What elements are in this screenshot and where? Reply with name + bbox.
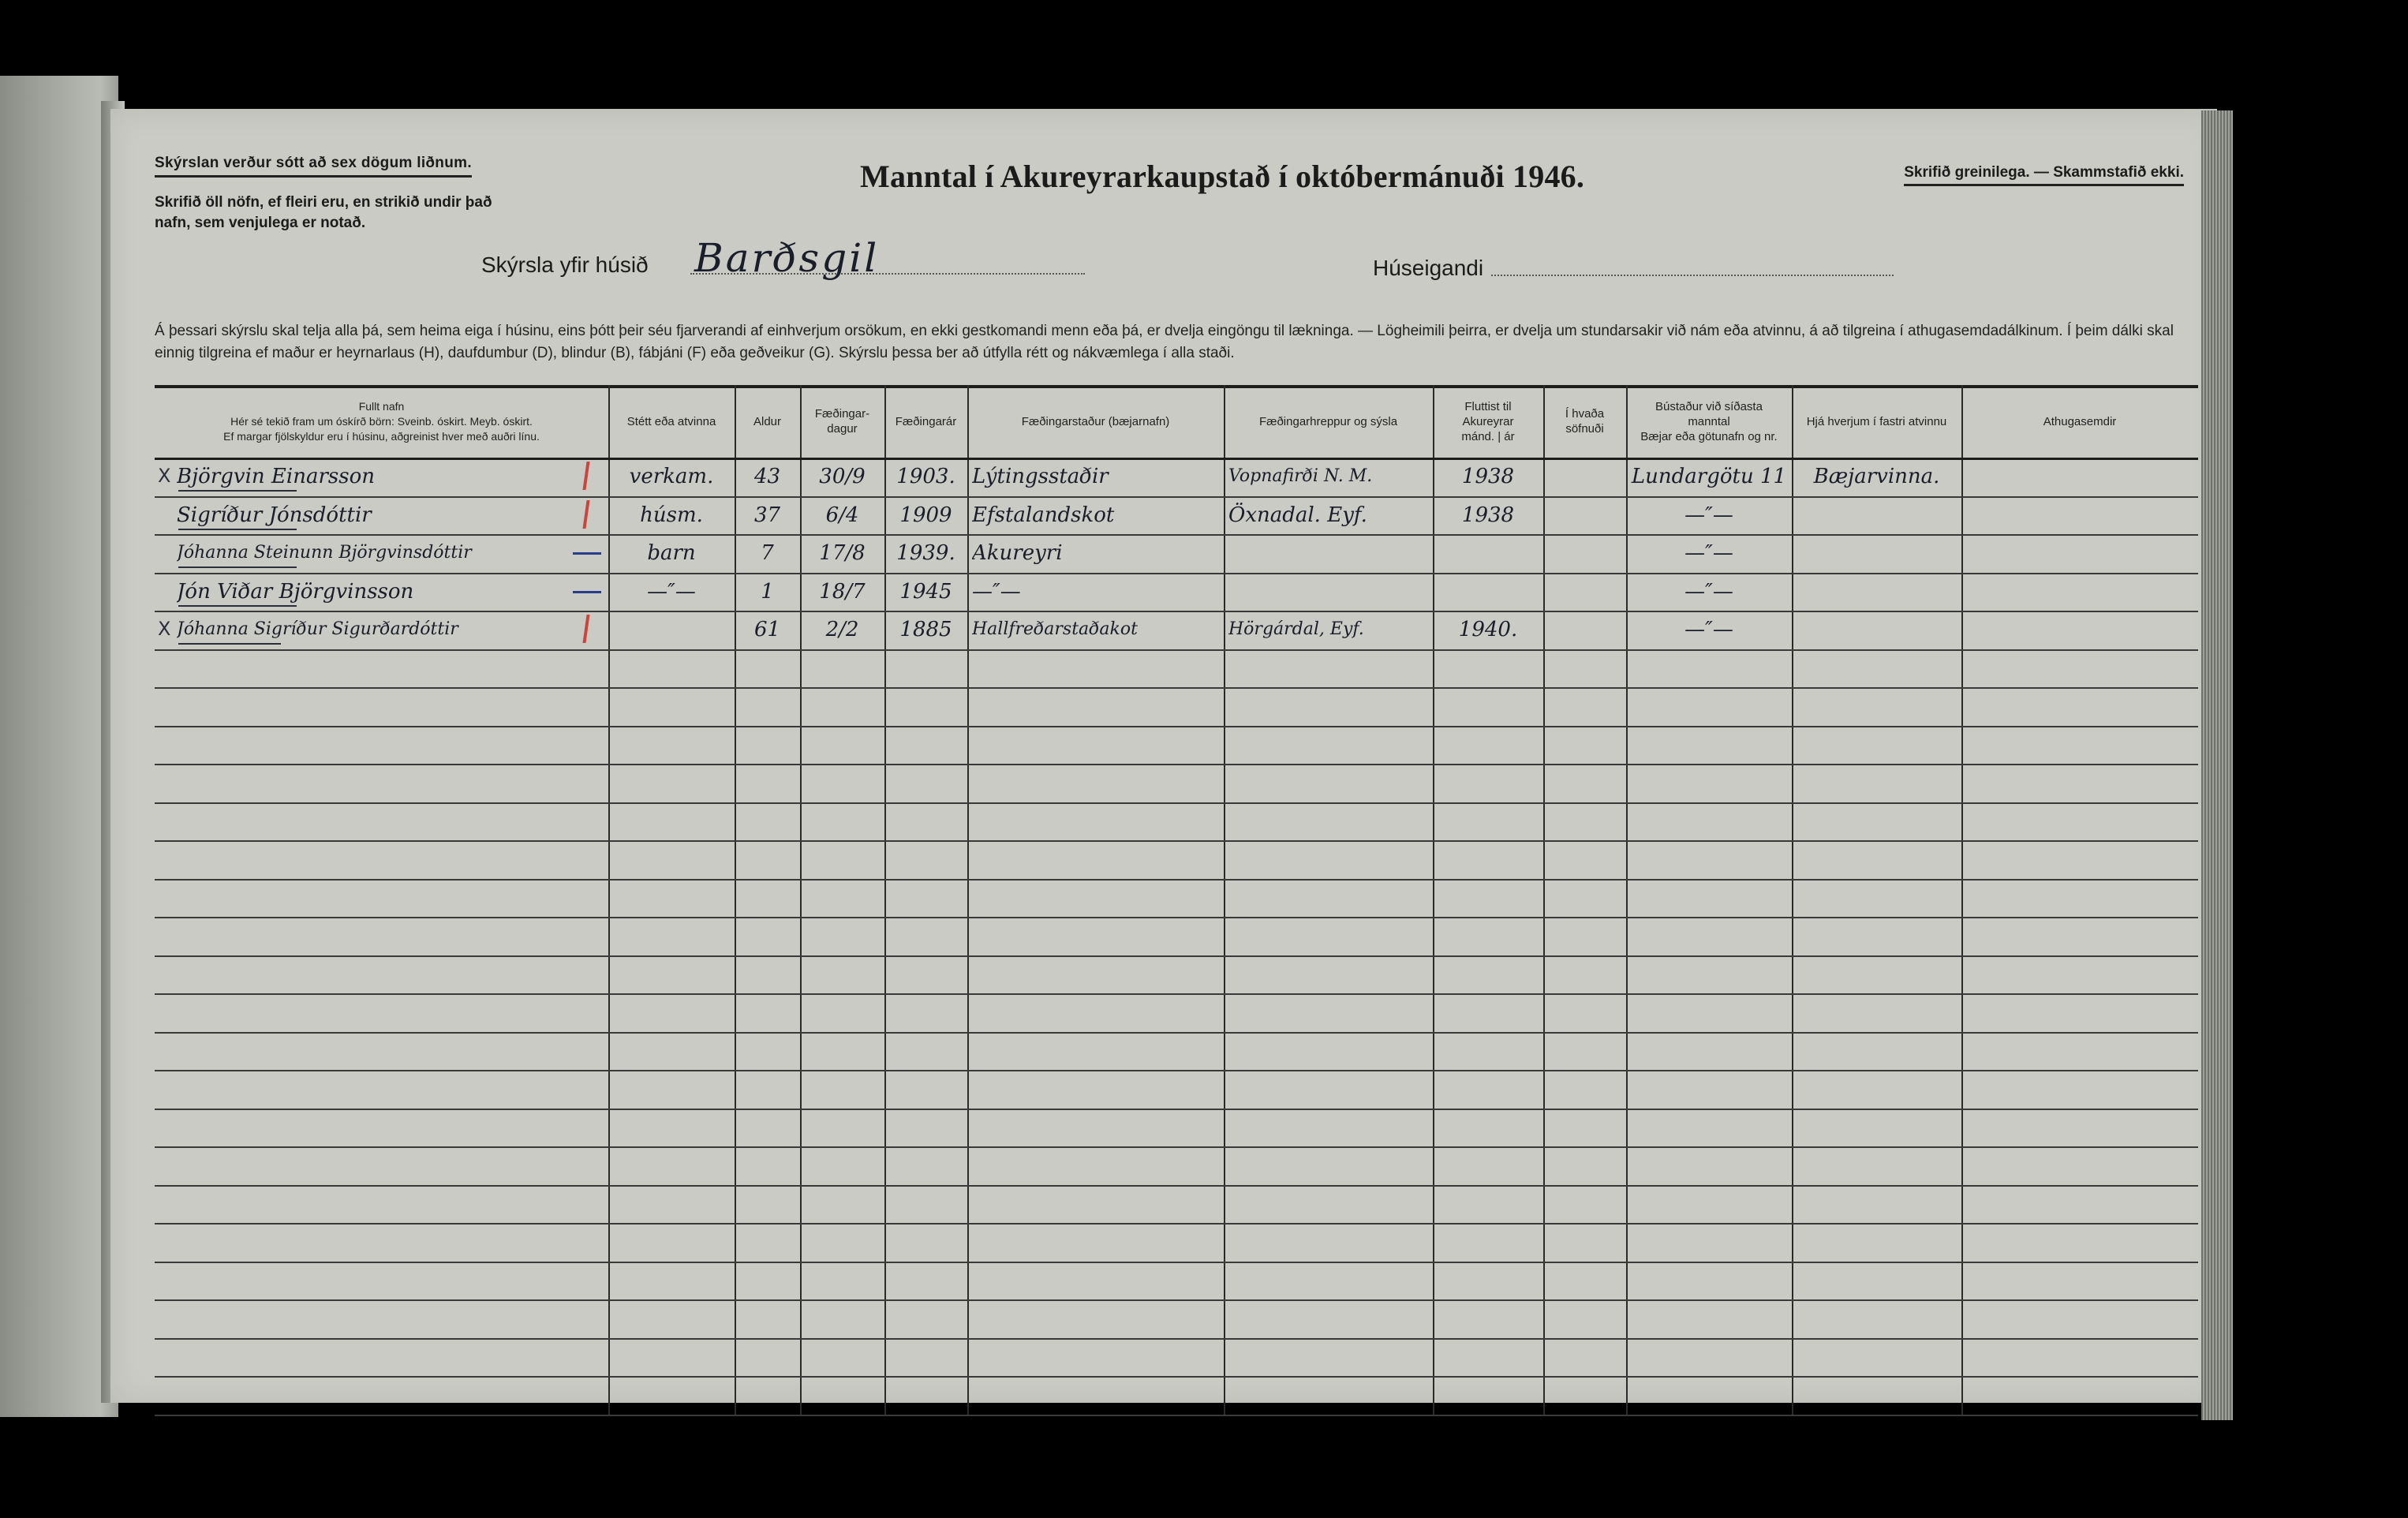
cell-prev_residence: —″— bbox=[1684, 579, 1733, 604]
cell-age: 7 bbox=[761, 541, 774, 565]
cell-name: Jóhanna Steinunn Björgvinsdóttir bbox=[177, 543, 472, 563]
column-divider bbox=[884, 385, 886, 1415]
names-instruction: Skrifið öll nöfn, ef fleiri eru, en strikið undir það nafn, sem venjulega er notað. bbox=[155, 194, 492, 231]
row-rule bbox=[155, 1376, 2198, 1378]
cell-age: 37 bbox=[753, 503, 781, 527]
cell-birthyear: 1945 bbox=[899, 579, 952, 604]
column-header-name: Fullt nafn Hér sé tekið fram um óskírð börn: Sveinb. óskirt. Meyb. óskirt. Ef margar fjölskyldur eru í húsinu, aðgreinist hver með auðri línu. bbox=[223, 399, 540, 443]
name-underline bbox=[178, 529, 297, 530]
column-header-moved: Fluttist til Akureyrar mánd. | ár bbox=[1461, 399, 1515, 443]
cell-occupation: verkam. bbox=[629, 465, 714, 488]
column-divider bbox=[608, 385, 610, 1415]
column-divider bbox=[1543, 385, 1545, 1415]
row-rule bbox=[155, 1415, 2198, 1416]
row-rule bbox=[155, 1223, 2198, 1224]
census-table bbox=[155, 385, 2198, 1363]
column-header-birthplace: Fæðingarstaður (bæjarnafn) bbox=[1021, 414, 1170, 428]
column-divider bbox=[1626, 385, 1628, 1415]
cell-moved: 1940. bbox=[1458, 618, 1518, 641]
column-header-remarks: Athugasemdir bbox=[2043, 414, 2117, 428]
row-rule bbox=[155, 726, 2198, 727]
page-edges bbox=[2201, 110, 2233, 1420]
writing-instruction: Skrifið greinilega. — Skammstafið ekki. bbox=[1904, 164, 2184, 186]
cell-age: 61 bbox=[753, 618, 781, 641]
cell-birthplace: Akureyri bbox=[972, 541, 1063, 565]
name-underline bbox=[178, 490, 297, 492]
column-header-occupation: Stétt eða atvinna bbox=[626, 414, 716, 428]
table-top-rule bbox=[155, 385, 2198, 388]
row-rule bbox=[155, 955, 2198, 957]
cell-birthplace: Efstalandskot bbox=[972, 503, 1115, 527]
form-instructions: Á þessari skýrslu skal telja alla þá, sem heima eiga í húsinu, eins þótt þeir séu fjarverandi af einhverjum orsökum, en ekki gestkomandi menn eða þá, er dvelja eingöngu til lækninga. — Lögheimili þeirra, er dvelja um stundarsakir við nám eða atvinnu, á að tilgreina í athugasemdadálkinum. Í þeim dálki skal einnig tilgreina ef maður er heyrnarlaus (H), daufdumbur (D), blindur (B), fábjáni (F) eða geðveikur (G). Skýrslu þessa ber að útfylla rétt og nákvæmlega í alla staði. bbox=[155, 323, 2174, 361]
column-divider bbox=[1224, 385, 1225, 1415]
cell-birthday: 2/2 bbox=[825, 618, 859, 641]
row-rule bbox=[155, 1146, 2198, 1148]
row-rule bbox=[155, 1185, 2198, 1187]
row-rule bbox=[155, 802, 2198, 804]
column-header-congregation: Í hvaða söfnuði bbox=[1565, 407, 1605, 436]
column-divider bbox=[1433, 385, 1434, 1415]
column-header-age: Aldur bbox=[753, 414, 782, 428]
cell-name: Jóhanna Sigríður Sigurðardóttir bbox=[177, 619, 458, 639]
column-divider bbox=[735, 385, 736, 1415]
column-divider bbox=[967, 385, 969, 1415]
cell-employer: Bæjarvinna. bbox=[1813, 465, 1940, 488]
row-rule bbox=[155, 1032, 2198, 1034]
cell-occupation: —″— bbox=[647, 579, 696, 604]
cell-birthyear: 1903. bbox=[896, 465, 955, 488]
cell-birthplace: Lýtingsstaðir bbox=[972, 465, 1109, 488]
cell-birthyear: 1885 bbox=[899, 618, 952, 641]
cell-moved: 1938 bbox=[1461, 465, 1515, 488]
cell-prev_residence: —″— bbox=[1684, 503, 1733, 527]
red-tally-mark bbox=[582, 615, 589, 643]
row-rule bbox=[155, 1109, 2198, 1110]
cell-birthparish: Öxnadal. Eyf. bbox=[1228, 503, 1367, 527]
name-underline bbox=[178, 605, 297, 607]
column-header-birthday: Fæðingar- dagur bbox=[814, 407, 870, 436]
owner-field-line bbox=[1491, 275, 1894, 276]
row-rule bbox=[155, 1338, 2198, 1340]
cell-age: 43 bbox=[753, 465, 781, 488]
row-rule bbox=[155, 764, 2198, 765]
column-header-employer: Hjá hverjum í fastri atvinnu bbox=[1806, 414, 1947, 428]
collection-notice: Skýrslan verður sótt að sex dögum liðnum. bbox=[155, 155, 472, 178]
cell-birthday: 18/7 bbox=[819, 579, 866, 604]
cell-birthyear: 1939. bbox=[896, 541, 955, 565]
row-rule bbox=[155, 1299, 2198, 1301]
cell-prev_residence: —″— bbox=[1684, 541, 1733, 565]
column-divider bbox=[1961, 385, 1963, 1415]
row-x-mark: X bbox=[158, 618, 171, 640]
cell-birthparish: Vopnafirði N. M. bbox=[1228, 466, 1373, 486]
red-tally-mark bbox=[582, 500, 589, 529]
row-rule bbox=[155, 879, 2198, 881]
column-divider bbox=[1792, 385, 1793, 1415]
cell-birthparish: Hörgárdal, Eyf. bbox=[1228, 619, 1364, 639]
cell-name: Björgvin Einarsson bbox=[177, 465, 375, 488]
census-form-page bbox=[110, 109, 2217, 1403]
row-rule bbox=[155, 687, 2198, 689]
cell-prev_residence: Lundargötu 11 bbox=[1631, 465, 1787, 488]
cell-occupation: barn bbox=[647, 541, 696, 565]
cell-birthplace: —″— bbox=[972, 579, 1021, 604]
form-title: Manntal í Akureyrarkaupstað í októbermánuði 1946. bbox=[860, 159, 1585, 194]
cell-age: 1 bbox=[761, 579, 774, 604]
row-rule bbox=[155, 840, 2198, 842]
cell-prev_residence: —″— bbox=[1684, 618, 1733, 641]
blue-tally-mark bbox=[573, 591, 601, 593]
row-x-mark: X bbox=[158, 465, 171, 487]
cell-birthday: 6/4 bbox=[825, 503, 859, 527]
blue-tally-mark bbox=[573, 552, 601, 555]
cell-occupation: húsm. bbox=[640, 503, 703, 527]
cell-name: Jón Viðar Björgvinsson bbox=[177, 579, 414, 604]
column-header-birthyear: Fæðingarár bbox=[895, 414, 957, 428]
cell-birthday: 30/9 bbox=[819, 465, 866, 488]
column-divider bbox=[800, 385, 802, 1415]
cell-moved: 1938 bbox=[1461, 503, 1515, 527]
house-name-handwritten: Barðsgil bbox=[694, 235, 880, 281]
owner-label: Húseigandi bbox=[1373, 256, 1484, 280]
name-underline bbox=[178, 566, 297, 568]
row-rule bbox=[155, 649, 2198, 651]
cell-birthyear: 1909 bbox=[899, 503, 952, 527]
name-underline bbox=[178, 643, 281, 645]
red-tally-mark bbox=[582, 462, 589, 490]
column-header-prev_residence: Bústaður við síðasta manntal Bæjar eða götunafn og nr. bbox=[1640, 399, 1778, 443]
row-rule bbox=[155, 1262, 2198, 1263]
row-rule bbox=[155, 1070, 2198, 1071]
cell-birthday: 17/8 bbox=[819, 541, 866, 565]
cell-name: Sigríður Jónsdóttir bbox=[177, 503, 372, 527]
row-rule bbox=[155, 917, 2198, 918]
column-header-birthparish: Fæðingarhreppur og sýsla bbox=[1258, 414, 1398, 428]
row-rule bbox=[155, 993, 2198, 995]
house-label: Skýrsla yfir húsið bbox=[481, 252, 649, 277]
cell-birthplace: Hallfreðarstaðakot bbox=[972, 619, 1138, 639]
